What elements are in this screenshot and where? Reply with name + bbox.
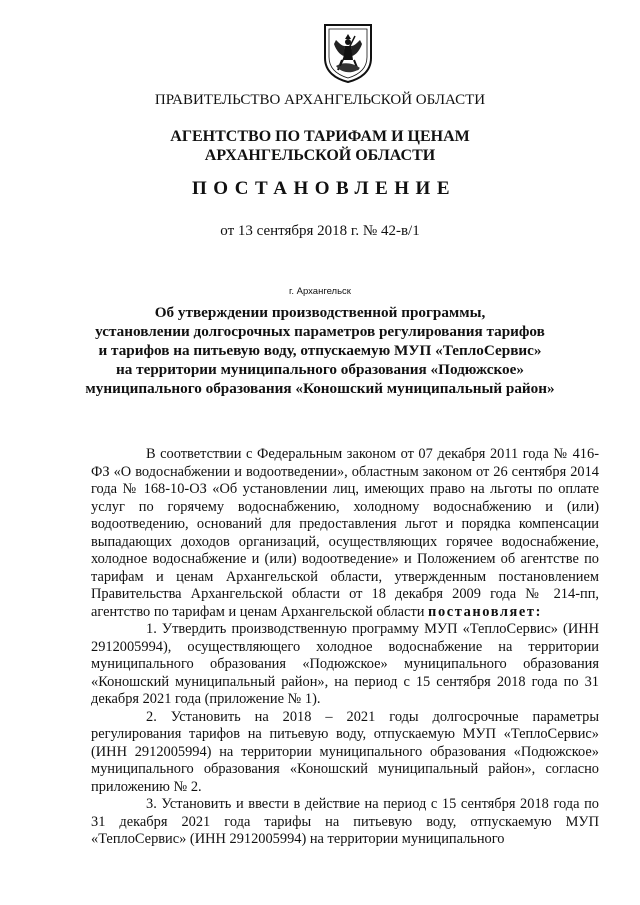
agency-name-line: АГЕНТСТВО ПО ТАРИФАМ И ЦЕНАМ [170,128,470,145]
agency-name [0,127,640,165]
title-line: Об утверждении производственной программы, [154,304,486,321]
title-line: установлении долгосрочных параметров регулирования тарифов [95,323,545,340]
intro-paragraph [91,446,599,621]
item-1-paragraph: 1. Утвердить производственную программу МУП «ТеплоСервис» (ИНН 2912005994), осуществляющего холодное водоснабжение на территории муниципального образования «Подюжское» муниципального образования «Коношский муниципальный район», на период с 15 сентября 2018 года по 31 декабря 2021 года (приложение № 1). [91,621,599,707]
item-3-paragraph: 3. Установить и ввести в действие на период с 15 сентября 2018 года по 31 декабря 2021 года тарифы на питьевую воду, отпускаемую МУП «ТеплоСервис» (ИНН 2912005994) на территории муниципального [91,796,599,847]
document-date-number: от 13 сентября 2018 г. № 42-в/1 [220,223,420,239]
document-title [0,303,640,398]
document-type: ПОСТАНОВЛЕНИЕ [191,178,457,199]
document-body [91,446,599,849]
agency-name-line: АРХАНГЕЛЬСКОЙ ОБЛАСТИ [204,147,436,164]
intro-text: В соответствии с Федеральным законом от 07 декабря 2011 года № 416-ФЗ «О водоснабжении и водоотведении», областным законом от 26 сентября 2014 года № 168-10-ОЗ «Об установлении лиц, имеющих право на льготы по оплате услуг по горячему водоснабжению, холодному водоснабжению и (или) водоотведению, оснований для предоставления льгот и порядка компенсации выпадающих доходов организаций, осуществляющих горячее водоснабжение, холодное водоснабжение и (или) водоотведение» и Положением об агентстве по тарифам и ценам Архангельской области, утвержденным постановлением Правительства Архангельской области от 18 декабря 2009 года № 214-пп, агентство по тарифам и ценам Архангельской области [91,446,599,620]
coat-of-arms-emblem [322,22,374,84]
government-name: ПРАВИТЕЛЬСТВО АРХАНГЕЛЬСКОЙ ОБЛАСТИ [154,92,486,108]
title-line: на территории муниципального образования «Подюжское» [115,361,524,378]
document-city: г. Архангельск [289,286,351,297]
resolves-word: постановляет: [428,603,542,620]
title-line: муниципального образования «Коношский муниципальный район» [85,380,555,397]
title-line: и тарифов на питьевую воду, отпускаемую МУП «ТеплоСервис» [98,342,542,359]
item-2-paragraph: 2. Установить на 2018 – 2021 годы долгосрочные параметры регулирования тарифов на питьевую воду, отпускаемую МУП «ТеплоСервис» (ИНН 2912005994) на территории муниципального образования «Подюжское» муниципального образования «Коношский муниципальный район», согласно приложению № 2. [91,708,599,795]
